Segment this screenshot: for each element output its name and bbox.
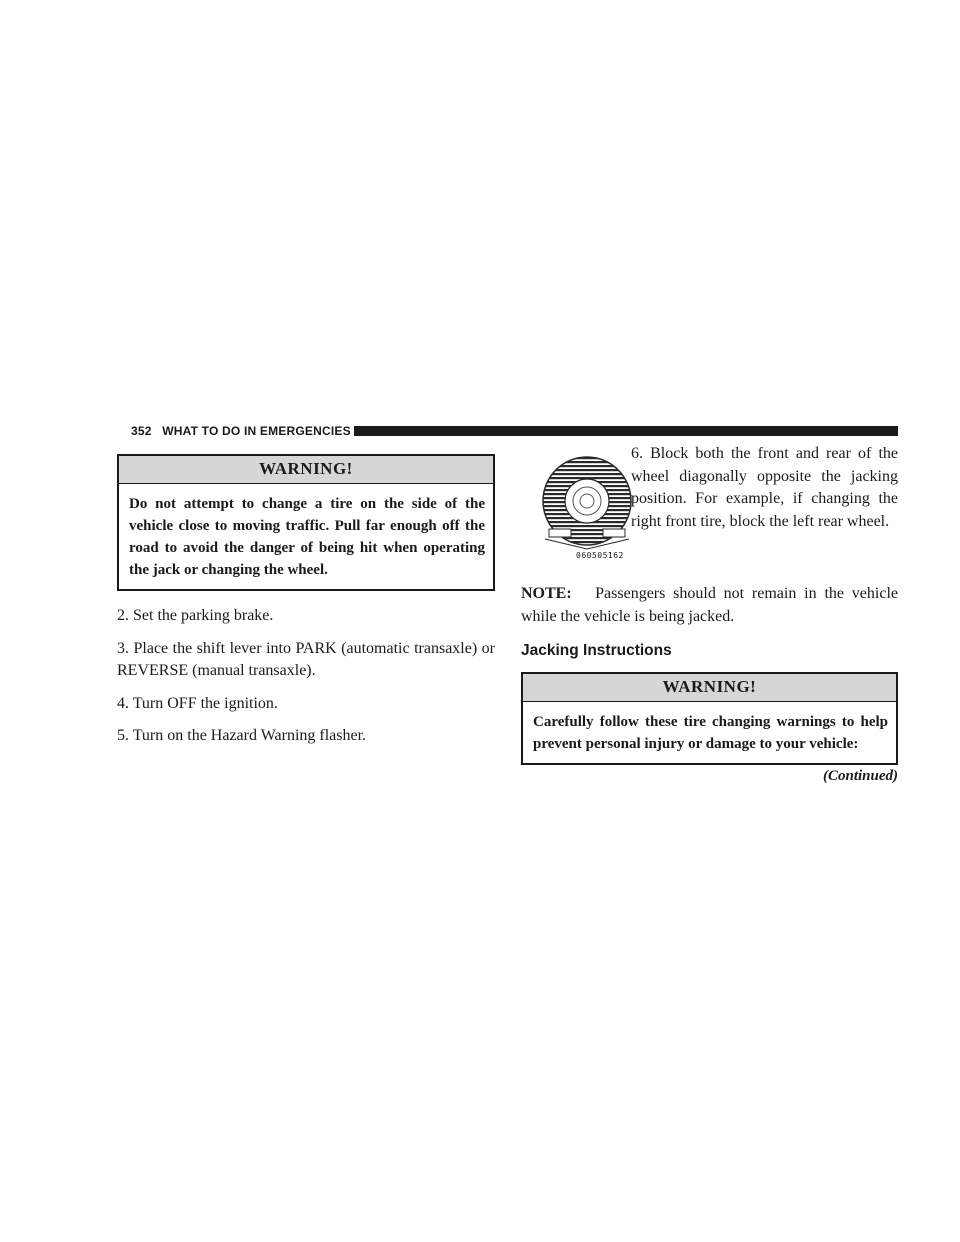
figure-row xyxy=(521,443,898,579)
left-column xyxy=(117,454,495,748)
wheel-block-icon xyxy=(531,451,643,563)
step-5: 5. Turn on the Hazard Warning flasher. xyxy=(117,727,367,744)
step-6: 6. Block both the front and rear of the wheel diagonally opposite the jacking position. For example, if changing the right front tire, block the left rear wheel. xyxy=(631,445,898,530)
step-2: 2. Set the parking brake. xyxy=(117,607,274,624)
warning-title: WARNING! xyxy=(523,674,896,702)
header-text xyxy=(131,424,351,438)
page-number: 352 xyxy=(131,424,152,438)
warning-title: WARNING! xyxy=(119,456,493,484)
note-paragraph xyxy=(521,583,898,628)
warning-box-traffic xyxy=(117,454,495,591)
step-3: 3. Place the shift lever into PARK (automatic transaxle) or REVERSE (manual transaxle). xyxy=(117,639,495,679)
note-label: NOTE: xyxy=(521,585,572,602)
step-4: 4. Turn OFF the ignition. xyxy=(117,694,278,712)
section-title: WHAT TO DO IN EMERGENCIES xyxy=(162,424,351,438)
right-column xyxy=(521,443,898,785)
header-rule xyxy=(354,426,898,436)
section-subheading: Jacking Instructions xyxy=(521,642,672,659)
note-text: Passengers should not remain in the vehicle while the vehicle is being jacked. xyxy=(521,585,899,625)
warning-body: Carefully follow these tire changing warnings to help prevent personal injury or damage to your vehicle: xyxy=(533,714,888,752)
page-header xyxy=(131,422,898,440)
warning-body: Do not attempt to change a tire on the side of the vehicle close to moving traffic. Pull far enough off the road to avoid the danger of being hit when operating the jack or changing the wheel. xyxy=(129,496,485,578)
warning-box-jacking xyxy=(521,672,898,765)
figure-code: 060505162 xyxy=(576,551,624,560)
continued-label: (Continued) xyxy=(822,768,898,784)
